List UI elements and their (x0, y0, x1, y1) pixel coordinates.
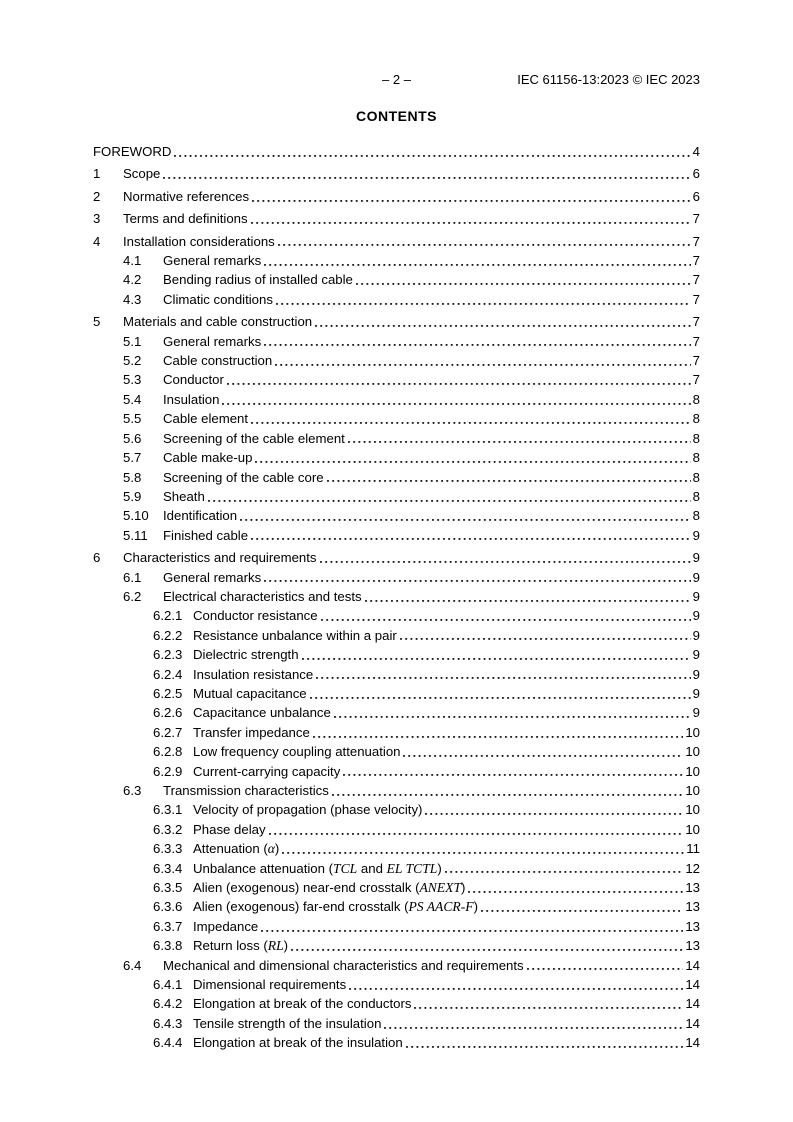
toc-entry-number: 5.4 (123, 391, 142, 407)
toc-entry (93, 665, 700, 684)
toc-entry-label: Materials and cable construction (123, 314, 313, 330)
toc-leader-dots (278, 232, 691, 251)
toc-entry (93, 209, 700, 228)
toc-entry-page: 14 (685, 957, 700, 973)
toc-entry-page: 9 (692, 705, 700, 721)
toc-entry-page: 9 (692, 685, 700, 701)
toc-entry-page: 13 (685, 938, 700, 954)
toc-entry-page: 9 (692, 527, 700, 543)
page-number: – 2 – (382, 72, 411, 87)
toc-entry (93, 723, 700, 742)
toc-entry-number: 6.2.6 (153, 705, 183, 721)
toc-entry-number: 6.3.4 (153, 860, 183, 876)
toc-entry-number: 6.4.1 (153, 977, 183, 993)
toc-leader-dots (316, 665, 690, 684)
toc-leader-dots (222, 390, 690, 409)
italic-variable: PS AACR-F (408, 899, 474, 915)
toc-entry (93, 684, 700, 703)
toc-leader-dots (174, 142, 690, 161)
toc-leader-dots (251, 526, 691, 545)
toc-entry-page: 11 (686, 841, 700, 857)
toc-entry (93, 526, 700, 545)
toc-entry-number: 6.2.8 (153, 744, 183, 760)
toc-entry-page: 8 (692, 411, 700, 427)
toc-entry-number: 5 (93, 314, 101, 330)
toc-leader-dots (334, 703, 691, 722)
toc-entry-number: 5.8 (123, 469, 142, 485)
toc-entry-page: 10 (685, 821, 700, 837)
toc-entry-label: Sheath (163, 488, 205, 504)
toc-leader-dots (365, 587, 691, 606)
toc-leader-dots (384, 1014, 683, 1033)
toc-entry-page: 13 (685, 899, 700, 915)
toc-entry-page: 10 (685, 763, 700, 779)
toc-entry-number: 6.2.1 (153, 608, 183, 624)
toc-entry-page: 9 (692, 608, 700, 624)
toc-entry-number: 6.2 (123, 588, 142, 604)
toc-entry-label: Finished cable (163, 527, 249, 543)
toc-list (93, 142, 700, 1053)
toc-entry-label: Installation considerations (123, 233, 275, 249)
toc-leader-dots (468, 878, 683, 897)
toc-entry-label: Cable element (163, 411, 249, 427)
toc-leader-dots (310, 684, 691, 703)
toc-entry-label: General remarks (163, 333, 262, 349)
toc-entry (93, 878, 700, 897)
toc-leader-dots (269, 820, 684, 839)
toc-entry-number: 6.3.7 (153, 918, 183, 934)
italic-variable: EL TCTL (386, 860, 438, 876)
toc-entry-label: Elongation at break of the conductors (193, 996, 412, 1012)
toc-entry-number: 5.11 (123, 527, 148, 543)
toc-entry-page: 9 (692, 647, 700, 663)
toc-entry-label: Low frequency coupling attenuation (193, 744, 401, 760)
toc-entry-page: 8 (692, 450, 700, 466)
toc-entry-number: 6.4.4 (153, 1035, 183, 1051)
toc-entry (93, 800, 700, 819)
toc-entry-label: Mechanical and dimensional characteristics and requirements (163, 957, 524, 973)
toc-entry (93, 468, 700, 487)
toc-entry-page: 7 (692, 314, 700, 330)
toc-entry-number: 4.3 (123, 291, 142, 307)
toc-entry (93, 312, 700, 331)
toc-entry-number: 6.3 (123, 783, 142, 798)
toc-entry-number: 5.10 (123, 508, 149, 524)
toc-entry-number: 5.7 (123, 450, 142, 466)
toc-leader-dots (406, 1033, 684, 1052)
toc-leader-dots (255, 448, 690, 467)
toc-entry (93, 370, 700, 389)
toc-entry-page: 7 (692, 233, 700, 249)
toc-entry-label: Transfer impedance (193, 724, 310, 740)
toc-entry-number: 4 (93, 233, 101, 249)
toc-entry-number: 6.4 (123, 957, 142, 973)
toc-entry-label: Bending radius of installed cable (163, 272, 353, 288)
toc-entry (93, 587, 700, 606)
toc-entry-number: 6.2.2 (153, 627, 183, 643)
toc-entry-number: 6.2.4 (153, 666, 183, 682)
toc-entry-label: Alien (exogenous) near-end crosstalk (ANEXT) (193, 880, 466, 896)
toc-entry-page: 10 (685, 783, 700, 798)
toc-entry (93, 606, 700, 625)
toc-leader-dots (321, 606, 691, 625)
toc-entry (93, 409, 700, 428)
toc-entry (93, 645, 700, 664)
toc-leader-dots (425, 800, 683, 819)
toc-entry-page: 14 (685, 977, 700, 993)
toc-entry-number: 6.3.8 (153, 938, 183, 954)
toc-leader-dots (264, 251, 690, 270)
toc-entry-label: Terms and definitions (123, 211, 248, 227)
toc-entry-label: Impedance (193, 918, 259, 934)
toc-entry (93, 164, 700, 183)
toc-leader-dots (251, 209, 691, 228)
toc-entry (93, 994, 700, 1013)
toc-entry-number: 6.3.5 (153, 880, 183, 896)
toc-entry (93, 506, 700, 525)
toc-entry-number: 6.2.3 (153, 647, 183, 663)
toc-entry-page: 9 (692, 569, 700, 585)
toc-leader-dots (356, 270, 691, 289)
toc-entry-label: General remarks (163, 253, 262, 269)
toc-entry-number: 2 (93, 188, 101, 204)
toc-entry (93, 742, 700, 761)
toc-entry-label: Dielectric strength (193, 647, 299, 663)
toc-entry-number: 6.4.3 (153, 1015, 183, 1031)
toc-entry-page: 8 (692, 469, 700, 485)
toc-entry (93, 703, 700, 722)
toc-entry-page: 13 (685, 880, 700, 896)
toc-entry-number: 4.1 (123, 253, 142, 269)
toc-entry-label: Mutual capacitance (193, 685, 307, 701)
toc-leader-dots (527, 956, 684, 975)
italic-variable: TCL (333, 860, 358, 876)
toc-entry (93, 1033, 700, 1052)
toc-entry-label: Characteristics and requirements (123, 550, 317, 566)
italic-variable: α (267, 841, 275, 857)
toc-entry-number: 6.3.6 (153, 899, 183, 915)
toc-entry-page: 6 (692, 166, 700, 182)
toc-entry-number: 5.6 (123, 430, 142, 446)
toc-entry-label: Conductor resistance (193, 608, 318, 624)
toc-entry-number: 6.1 (123, 569, 142, 585)
toc-entry-number: 6.2.9 (153, 763, 183, 779)
toc-entry (93, 548, 700, 567)
toc-leader-dots (252, 187, 691, 206)
toc-entry (93, 232, 700, 251)
toc-entry (93, 487, 700, 506)
toc-entry-label: Elongation at break of the insulation (193, 1035, 403, 1051)
toc-leader-dots (343, 762, 683, 781)
toc-entry (93, 820, 700, 839)
toc-entry (93, 568, 700, 587)
toc-leader-dots (261, 917, 683, 936)
toc-entry-label: General remarks (163, 569, 262, 585)
toc-entry-number: 6.3.3 (153, 841, 183, 857)
toc-entry (93, 351, 700, 370)
toc-entry (93, 839, 700, 858)
toc-leader-dots (400, 626, 691, 645)
toc-entry (93, 626, 700, 645)
toc-entry-page: 9 (692, 588, 700, 604)
toc-entry-label: FOREWORD (93, 144, 172, 159)
toc-entry-label: Insulation resistance (193, 666, 314, 682)
toc-entry-page: 8 (692, 488, 700, 504)
toc-leader-dots (348, 429, 691, 448)
toc-entry-label: Velocity of propagation (phase velocity) (193, 802, 423, 818)
toc-entry (93, 142, 700, 161)
toc-entry-label: Current-carrying capacity (193, 763, 341, 779)
toc-entry-page: 9 (692, 666, 700, 682)
toc-entry (93, 251, 700, 270)
toc-entry-number: 5.3 (123, 372, 142, 388)
toc-entry-page: 12 (685, 860, 700, 876)
toc-entry (93, 332, 700, 351)
toc-entry-page: 8 (692, 391, 700, 407)
toc-entry-label: Transmission characteristics (163, 783, 329, 798)
toc-entry-number: 6.3.1 (153, 802, 183, 818)
toc-leader-dots (332, 781, 683, 800)
toc-entry-page: 10 (685, 724, 700, 740)
toc-entry-page: 7 (692, 291, 700, 307)
toc-leader-dots (481, 897, 683, 916)
toc-entry (93, 975, 700, 994)
toc-leader-dots (403, 742, 683, 761)
document-reference: IEC 61156-13:2023 © IEC 2023 (517, 72, 700, 87)
toc-leader-dots (320, 548, 691, 567)
toc-entry-page: 7 (692, 272, 700, 288)
toc-entry (93, 956, 700, 975)
toc-entry-number: 5.5 (123, 411, 142, 427)
toc-entry-label: Electrical characteristics and tests (163, 588, 362, 604)
toc-entry-number: 5.9 (123, 488, 142, 504)
toc-entry-label: Resistance unbalance within a pair (193, 627, 397, 643)
toc-entry (93, 390, 700, 409)
toc-entry-label: Scope (123, 166, 161, 182)
toc-entry-label: Return loss (RL) (193, 938, 289, 954)
toc-entry-page: 14 (685, 1035, 700, 1051)
toc-entry-label: Tensile strength of the insulation (193, 1015, 382, 1031)
toc-leader-dots (282, 839, 684, 858)
toc-leader-dots (315, 312, 691, 331)
toc-entry-label: Cable make-up (163, 450, 253, 466)
toc-entry (93, 936, 700, 955)
toc-entry-page: 8 (692, 430, 700, 446)
toc-entry-number: 6.3.2 (153, 821, 183, 837)
toc-entry-page: 4 (692, 144, 700, 159)
toc-leader-dots (227, 370, 691, 389)
toc-entry-number: 4.2 (123, 272, 142, 288)
toc-entry-page: 6 (692, 188, 700, 204)
toc-entry-label: Identification (163, 508, 238, 524)
toc-leader-dots (208, 487, 691, 506)
page-header (93, 71, 700, 89)
toc-entry-page: 10 (685, 744, 700, 760)
toc-entry-page: 14 (685, 1015, 700, 1031)
toc-leader-dots (251, 409, 691, 428)
italic-variable: RL (267, 938, 284, 954)
toc-entry-label: Capacitance unbalance (193, 705, 331, 721)
toc-entry-number: 1 (93, 166, 101, 182)
toc-entry-label: Conductor (163, 372, 224, 388)
toc-entry (93, 448, 700, 467)
toc-entry (93, 1014, 700, 1033)
toc-entry-number: 6.2.5 (153, 685, 183, 701)
toc-leader-dots (275, 351, 690, 370)
toc-leader-dots (264, 568, 690, 587)
toc-entry-number: 5.2 (123, 353, 142, 369)
toc-entry-number: 6.4.2 (153, 996, 183, 1012)
toc-leader-dots (349, 975, 683, 994)
toc-entry (93, 781, 700, 800)
toc-entry (93, 270, 700, 289)
toc-leader-dots (276, 290, 691, 309)
toc-entry-number: 6 (93, 550, 101, 566)
toc-entry (93, 187, 700, 206)
toc-entry (93, 917, 700, 936)
italic-variable: ANEXT (419, 880, 462, 896)
toc-leader-dots (291, 936, 683, 955)
toc-leader-dots (240, 506, 691, 525)
toc-entry-number: 3 (93, 211, 101, 227)
toc-entry (93, 762, 700, 781)
toc-leader-dots (313, 723, 684, 742)
toc-entry-label: Alien (exogenous) far-end crosstalk (PS AACR-F) (193, 899, 478, 915)
toc-entry-page: 9 (692, 627, 700, 643)
toc-entry-page: 14 (685, 996, 700, 1012)
toc-entry-label: Screening of the cable core (163, 469, 324, 485)
toc-entry-page: 7 (692, 353, 700, 369)
toc-entry-page: 9 (692, 550, 700, 566)
toc-entry-number: 5.1 (123, 333, 142, 349)
toc-entry-page: 7 (692, 253, 700, 269)
toc-entry-label: Attenuation (α) (193, 841, 280, 857)
toc-entry (93, 859, 700, 878)
toc-entry-page: 7 (692, 372, 700, 388)
toc-entry-label: Unbalance attenuation (TCL and EL TCTL) (193, 860, 442, 876)
toc-entry-page: 7 (692, 211, 700, 227)
toc-entry (93, 290, 700, 309)
toc-leader-dots (445, 859, 684, 878)
toc-leader-dots (163, 164, 690, 183)
toc-entry-label: Dimensional requirements (193, 977, 347, 993)
contents-title: CONTENTS (356, 108, 437, 124)
toc-entry-label: Phase delay (193, 821, 266, 837)
toc-leader-dots (302, 645, 691, 664)
toc-entry (93, 897, 700, 916)
toc-entry-label: Climatic conditions (163, 291, 273, 307)
toc-entry-page: 13 (685, 918, 700, 934)
toc-entry-page: 8 (692, 508, 700, 524)
toc-leader-dots (264, 332, 690, 351)
toc-leader-dots (414, 994, 683, 1013)
toc-entry-label: Screening of the cable element (163, 430, 345, 446)
toc-leader-dots (327, 468, 691, 487)
toc-entry-page: 10 (685, 802, 700, 818)
toc-entry-page: 7 (692, 333, 700, 349)
toc-entry-number: 6.2.7 (153, 724, 183, 740)
toc-entry (93, 429, 700, 448)
toc-entry-label: Cable construction (163, 353, 273, 369)
toc-entry-label: Insulation (163, 391, 220, 407)
toc-entry-label: Normative references (123, 188, 250, 204)
